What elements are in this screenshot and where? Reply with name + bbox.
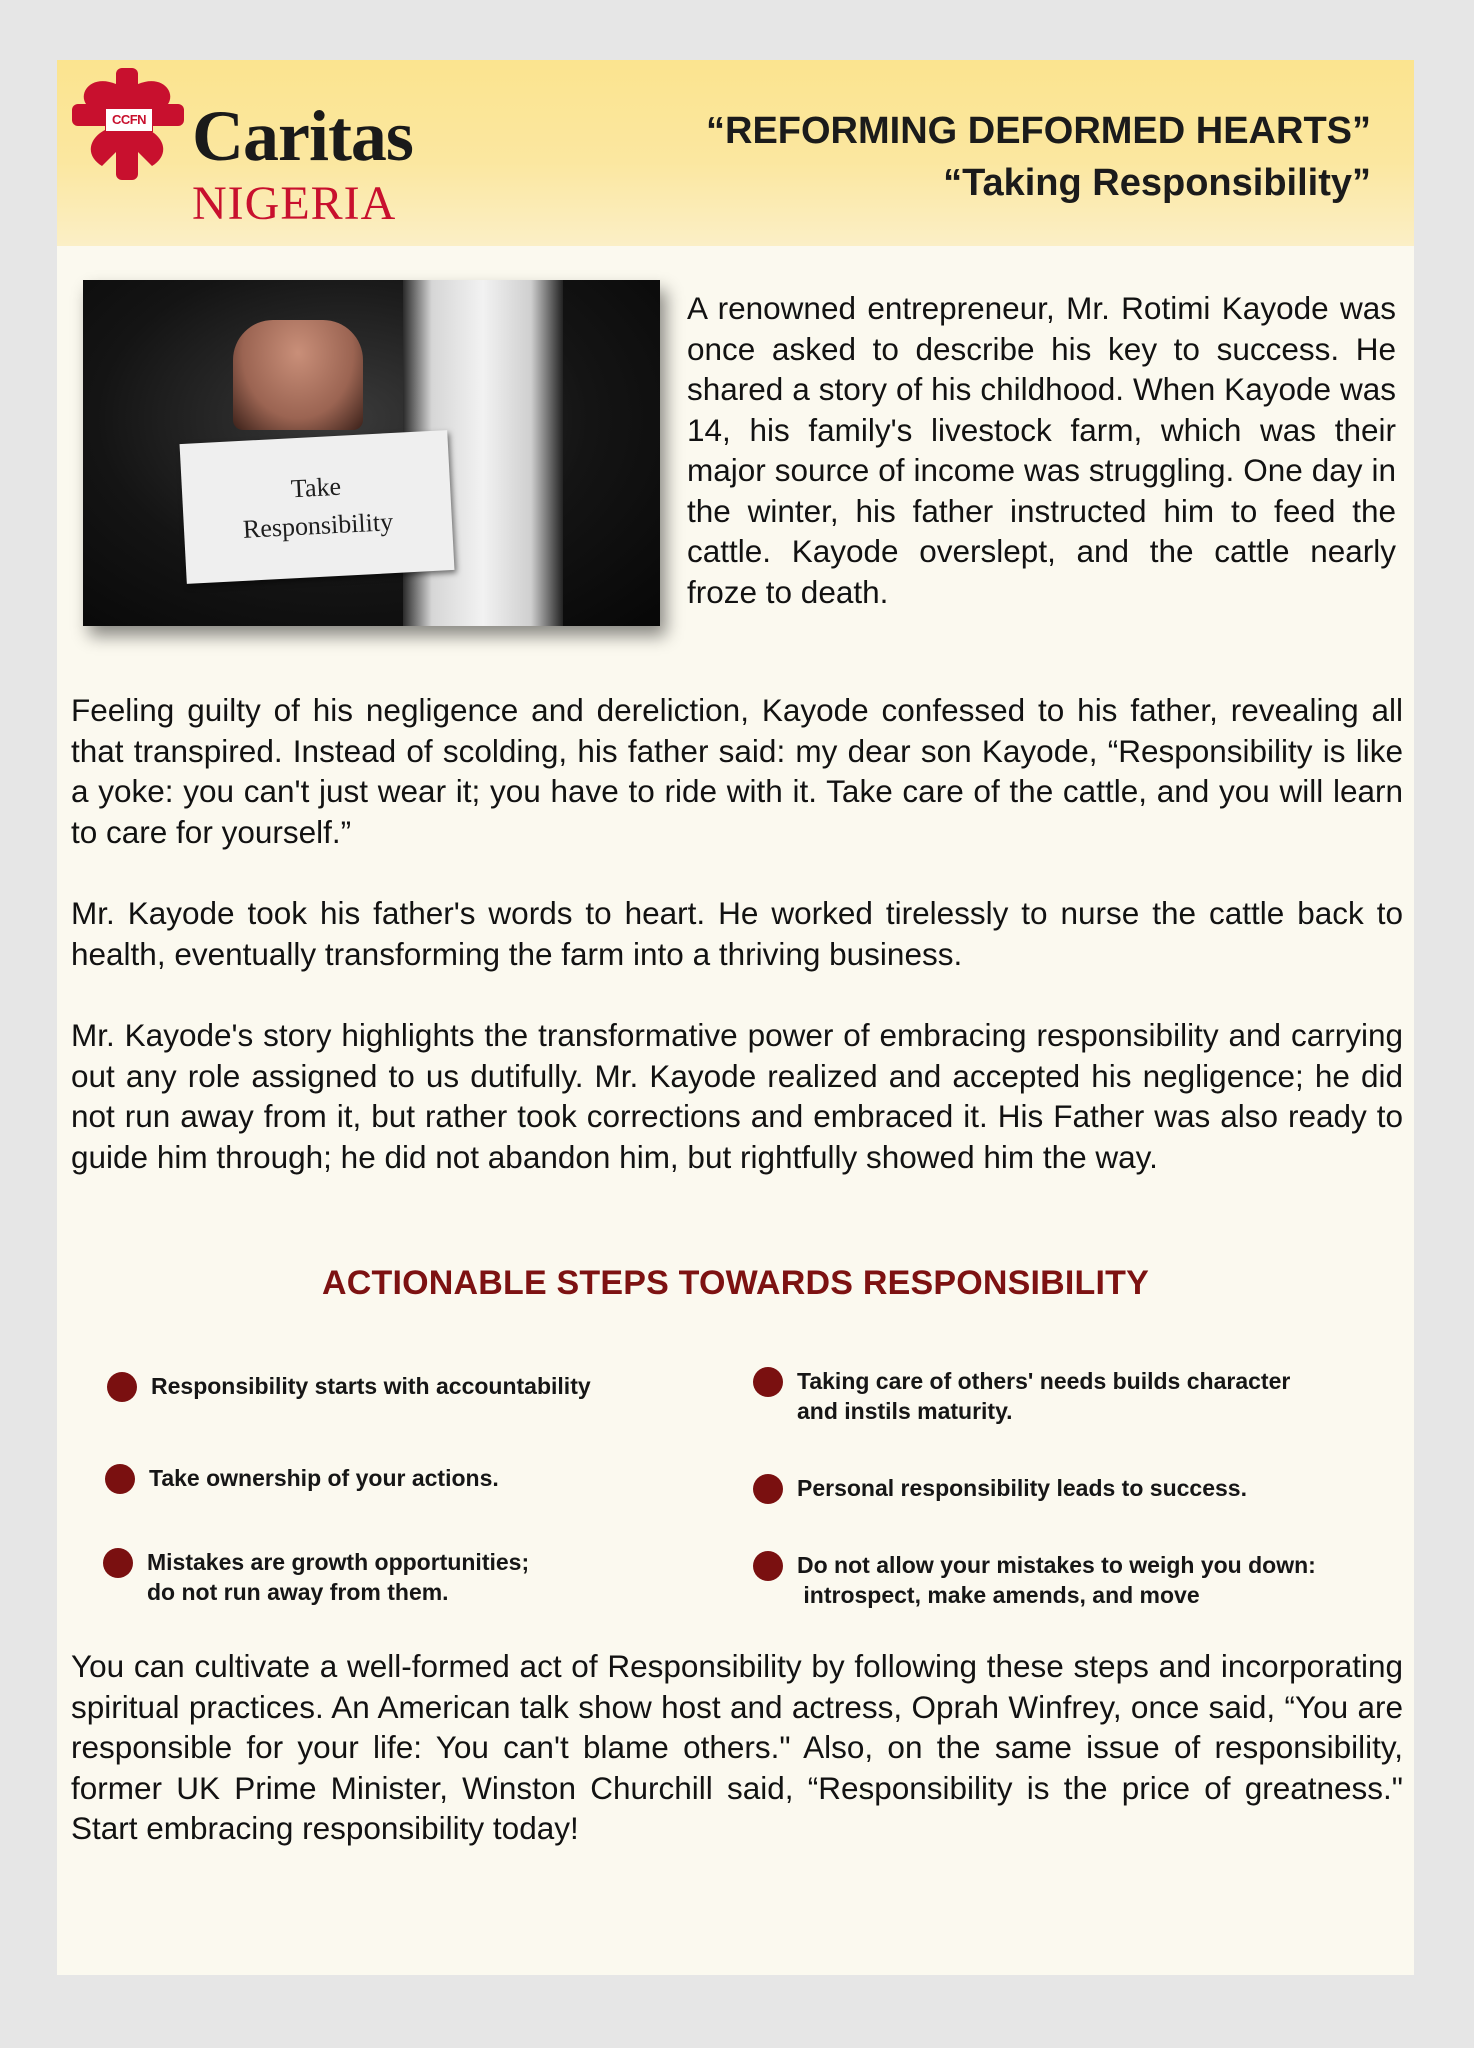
photo-hand — [233, 320, 363, 430]
bullet-icon — [753, 1367, 783, 1397]
bullet-icon — [105, 1464, 135, 1494]
page-title — [706, 105, 1371, 209]
bullet-icon — [103, 1548, 133, 1578]
steps-heading: ACTIONABLE STEPS TOWARDS RESPONSIBILITY — [321, 1264, 1150, 1302]
logo-country: NIGERIA — [192, 177, 397, 230]
header-banner — [57, 60, 1414, 246]
step-label: Do not allow your mistakes to weigh you down: introspect, make amends, and move — [797, 1552, 1316, 1608]
step-label: Taking care of others' needs builds character and instils maturity. — [797, 1368, 1291, 1424]
title-sub: “Taking Responsibility” — [943, 162, 1371, 204]
paragraph-turnaround: Mr. Kayode took his father's words to heart. He worked tirelessly to nurse the cattle back to health, eventually transforming the farm into a thriving business. — [71, 895, 1403, 972]
bullet-icon — [753, 1551, 783, 1581]
paragraph-lesson: Mr. Kayode's story highlights the transformative power of embracing responsibility and carrying out any role assigned to us dutifully. Mr. Kayode realized and accepted his negligence; he did not run away from it, but rather took corrections and embraced it. His Father was also ready to guide him through; he did not abandon him, but rightfully showed him the way. — [71, 1017, 1403, 1175]
logo-badge: CCFN — [105, 108, 153, 132]
title-main: “REFORMING DEFORMED HEARTS” — [706, 110, 1371, 152]
step-label: Personal responsibility leads to success. — [797, 1475, 1247, 1501]
step-label: Responsibility starts with accountability — [151, 1373, 591, 1399]
photo-card — [180, 430, 455, 584]
bullet-icon — [107, 1372, 137, 1402]
take-responsibility-photo — [83, 280, 660, 626]
paragraph-confession: Feeling guilty of his negligence and dereliction, Kayode confessed to his father, revealing all that transpired. Instead of scolding, his father said: my dear son Kayode, “Responsibility is like a yoke: you can't just wear it; you have to ride with it. Take care of the cattle, and you will learn to care for yourself.” — [71, 692, 1403, 850]
caritas-logo — [72, 66, 432, 236]
page — [57, 60, 1414, 1975]
card-line-1: Take — [290, 471, 342, 504]
logo-name: Caritas — [192, 96, 413, 176]
bullet-icon — [753, 1474, 783, 1504]
card-line-2: Responsibility — [242, 507, 394, 544]
closing-paragraph: You can cultivate a well-formed act of Responsibility by following these steps and incorporating spiritual practices. An American talk show host and actress, Oprah Winfrey, once said, “You are responsible for your life: You can't blame others." Also, on the same issue of responsibility, former UK Prime Minister, Winston Churchill said, “Responsibility is the price of greatness." Start embracing responsibility today! — [71, 1648, 1403, 1846]
intro-paragraph: A renowned entrepreneur, Mr. Rotimi Kayode was once asked to describe his key to success. He shared a story of his childhood. When Kayode was 14, his family's livestock farm, which was their major source of income was struggling. One day in the winter, his father instructed him to feed the cattle. Kayode overslept, and the cattle nearly froze to death. — [687, 290, 1396, 610]
step-label: Mistakes are growth opportunities; do not run away from them. — [147, 1549, 530, 1605]
step-label: Take ownership of your actions. — [149, 1465, 499, 1491]
